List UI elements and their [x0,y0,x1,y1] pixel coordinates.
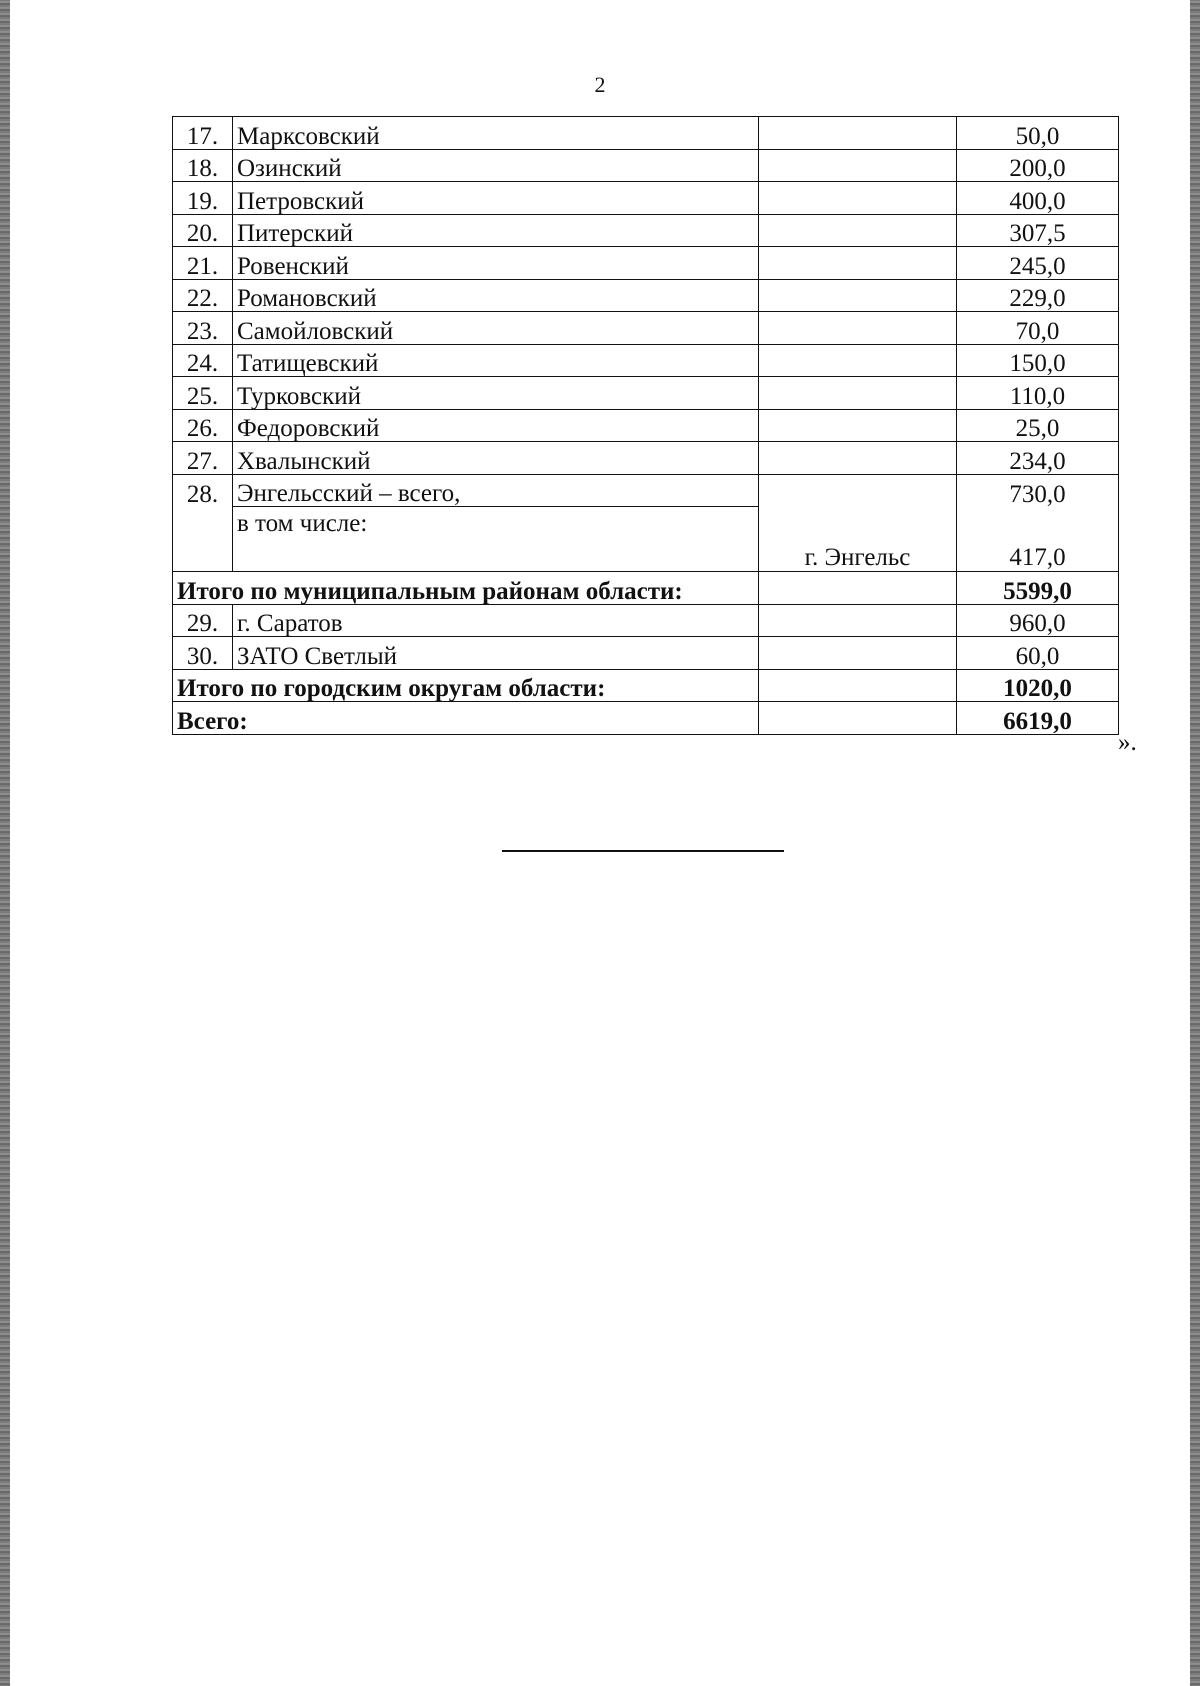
district-name: Ровенский [233,247,759,280]
sub-cell [759,604,957,637]
district-name: Энгельсский – всего, [233,474,759,507]
district-name: Турковский [233,377,759,410]
amount-cell: 245,0 [957,247,1119,280]
closing-quote: ». [1118,729,1137,756]
row-number: 30. [173,637,233,670]
row-number: 17. [173,117,233,150]
table-row [173,604,1119,637]
amount-cell: 229,0 [957,279,1119,312]
amount-cell: 730,0 [957,474,1119,507]
municipal-total-label: Итого по муниципальным районам области: [173,572,759,605]
row-number: 21. [173,247,233,280]
sub-cell [759,247,957,280]
table-row [173,637,1119,670]
district-name: Татищевский [233,344,759,377]
scan-edge-right [1190,0,1200,1686]
row-number: 27. [173,442,233,475]
table-row [173,149,1119,182]
municipal-total-value: 5599,0 [957,572,1119,605]
sub-cell [759,149,957,182]
sub-cell [759,572,957,605]
sub-cell [759,474,957,507]
amount-cell: 960,0 [957,604,1119,637]
amount-cell: 50,0 [957,117,1119,150]
row-number: 18. [173,149,233,182]
amount-cell: 70,0 [957,312,1119,345]
end-of-document-rule [502,850,784,852]
table-row [173,247,1119,280]
city-total-label: Итого по городским округам области: [173,669,759,702]
sub-cell [759,702,957,735]
table-row [173,344,1119,377]
table-row [173,279,1119,312]
page-number: 2 [594,72,606,97]
table-row [173,214,1119,247]
sub-settlement-name: г. Энгельс [759,507,957,572]
sub-cell [759,344,957,377]
municipal-total-row [173,572,1119,605]
city-name: г. Саратов [233,604,759,637]
district-name: Озинский [233,149,759,182]
sub-cell [759,669,957,702]
amount-cell: 110,0 [957,377,1119,410]
amount-cell: 234,0 [957,442,1119,475]
city-total-row [173,669,1119,702]
table-row-engels-breakdown [173,507,1119,572]
sub-cell [759,637,957,670]
row-number: 23. [173,312,233,345]
sub-cell [759,182,957,215]
row-number: 26. [173,409,233,442]
district-name: Петровский [233,182,759,215]
sub-cell [759,279,957,312]
row-number: 20. [173,214,233,247]
sub-amount-cell: 417,0 [957,507,1119,572]
sub-cell [759,312,957,345]
amount-cell: 60,0 [957,637,1119,670]
sub-cell [759,442,957,475]
district-name: Самойловский [233,312,759,345]
sub-cell [759,214,957,247]
table-row [173,182,1119,215]
table-row-engels [173,474,1119,507]
row-number: 28. [173,474,233,507]
table-row [173,377,1119,410]
city-total-value: 1020,0 [957,669,1119,702]
row-number-empty [173,507,233,572]
table-row [173,409,1119,442]
row-number: 25. [173,377,233,410]
grand-total-label: Всего: [173,702,759,735]
amount-cell: 400,0 [957,182,1119,215]
amount-cell: 200,0 [957,149,1119,182]
amount-cell: 25,0 [957,409,1119,442]
table-row [173,442,1119,475]
district-name: Федоровский [233,409,759,442]
city-name: ЗАТО Светлый [233,637,759,670]
amount-cell: 307,5 [957,214,1119,247]
district-name: Романовский [233,279,759,312]
table-row [173,117,1119,150]
table-row [173,312,1119,345]
sub-cell [759,377,957,410]
grand-total-row [173,702,1119,735]
amount-cell: 150,0 [957,344,1119,377]
including-label: в том числе: [233,507,759,572]
district-name: Марксовский [233,117,759,150]
row-number: 19. [173,182,233,215]
sub-cell [759,117,957,150]
district-name: Питерский [233,214,759,247]
row-number: 29. [173,604,233,637]
row-number: 22. [173,279,233,312]
allocation-table [172,116,1119,735]
sub-cell [759,409,957,442]
scan-edge-left [0,0,10,1686]
row-number: 24. [173,344,233,377]
grand-total-value: 6619,0 [957,702,1119,735]
district-name: Хвалынский [233,442,759,475]
